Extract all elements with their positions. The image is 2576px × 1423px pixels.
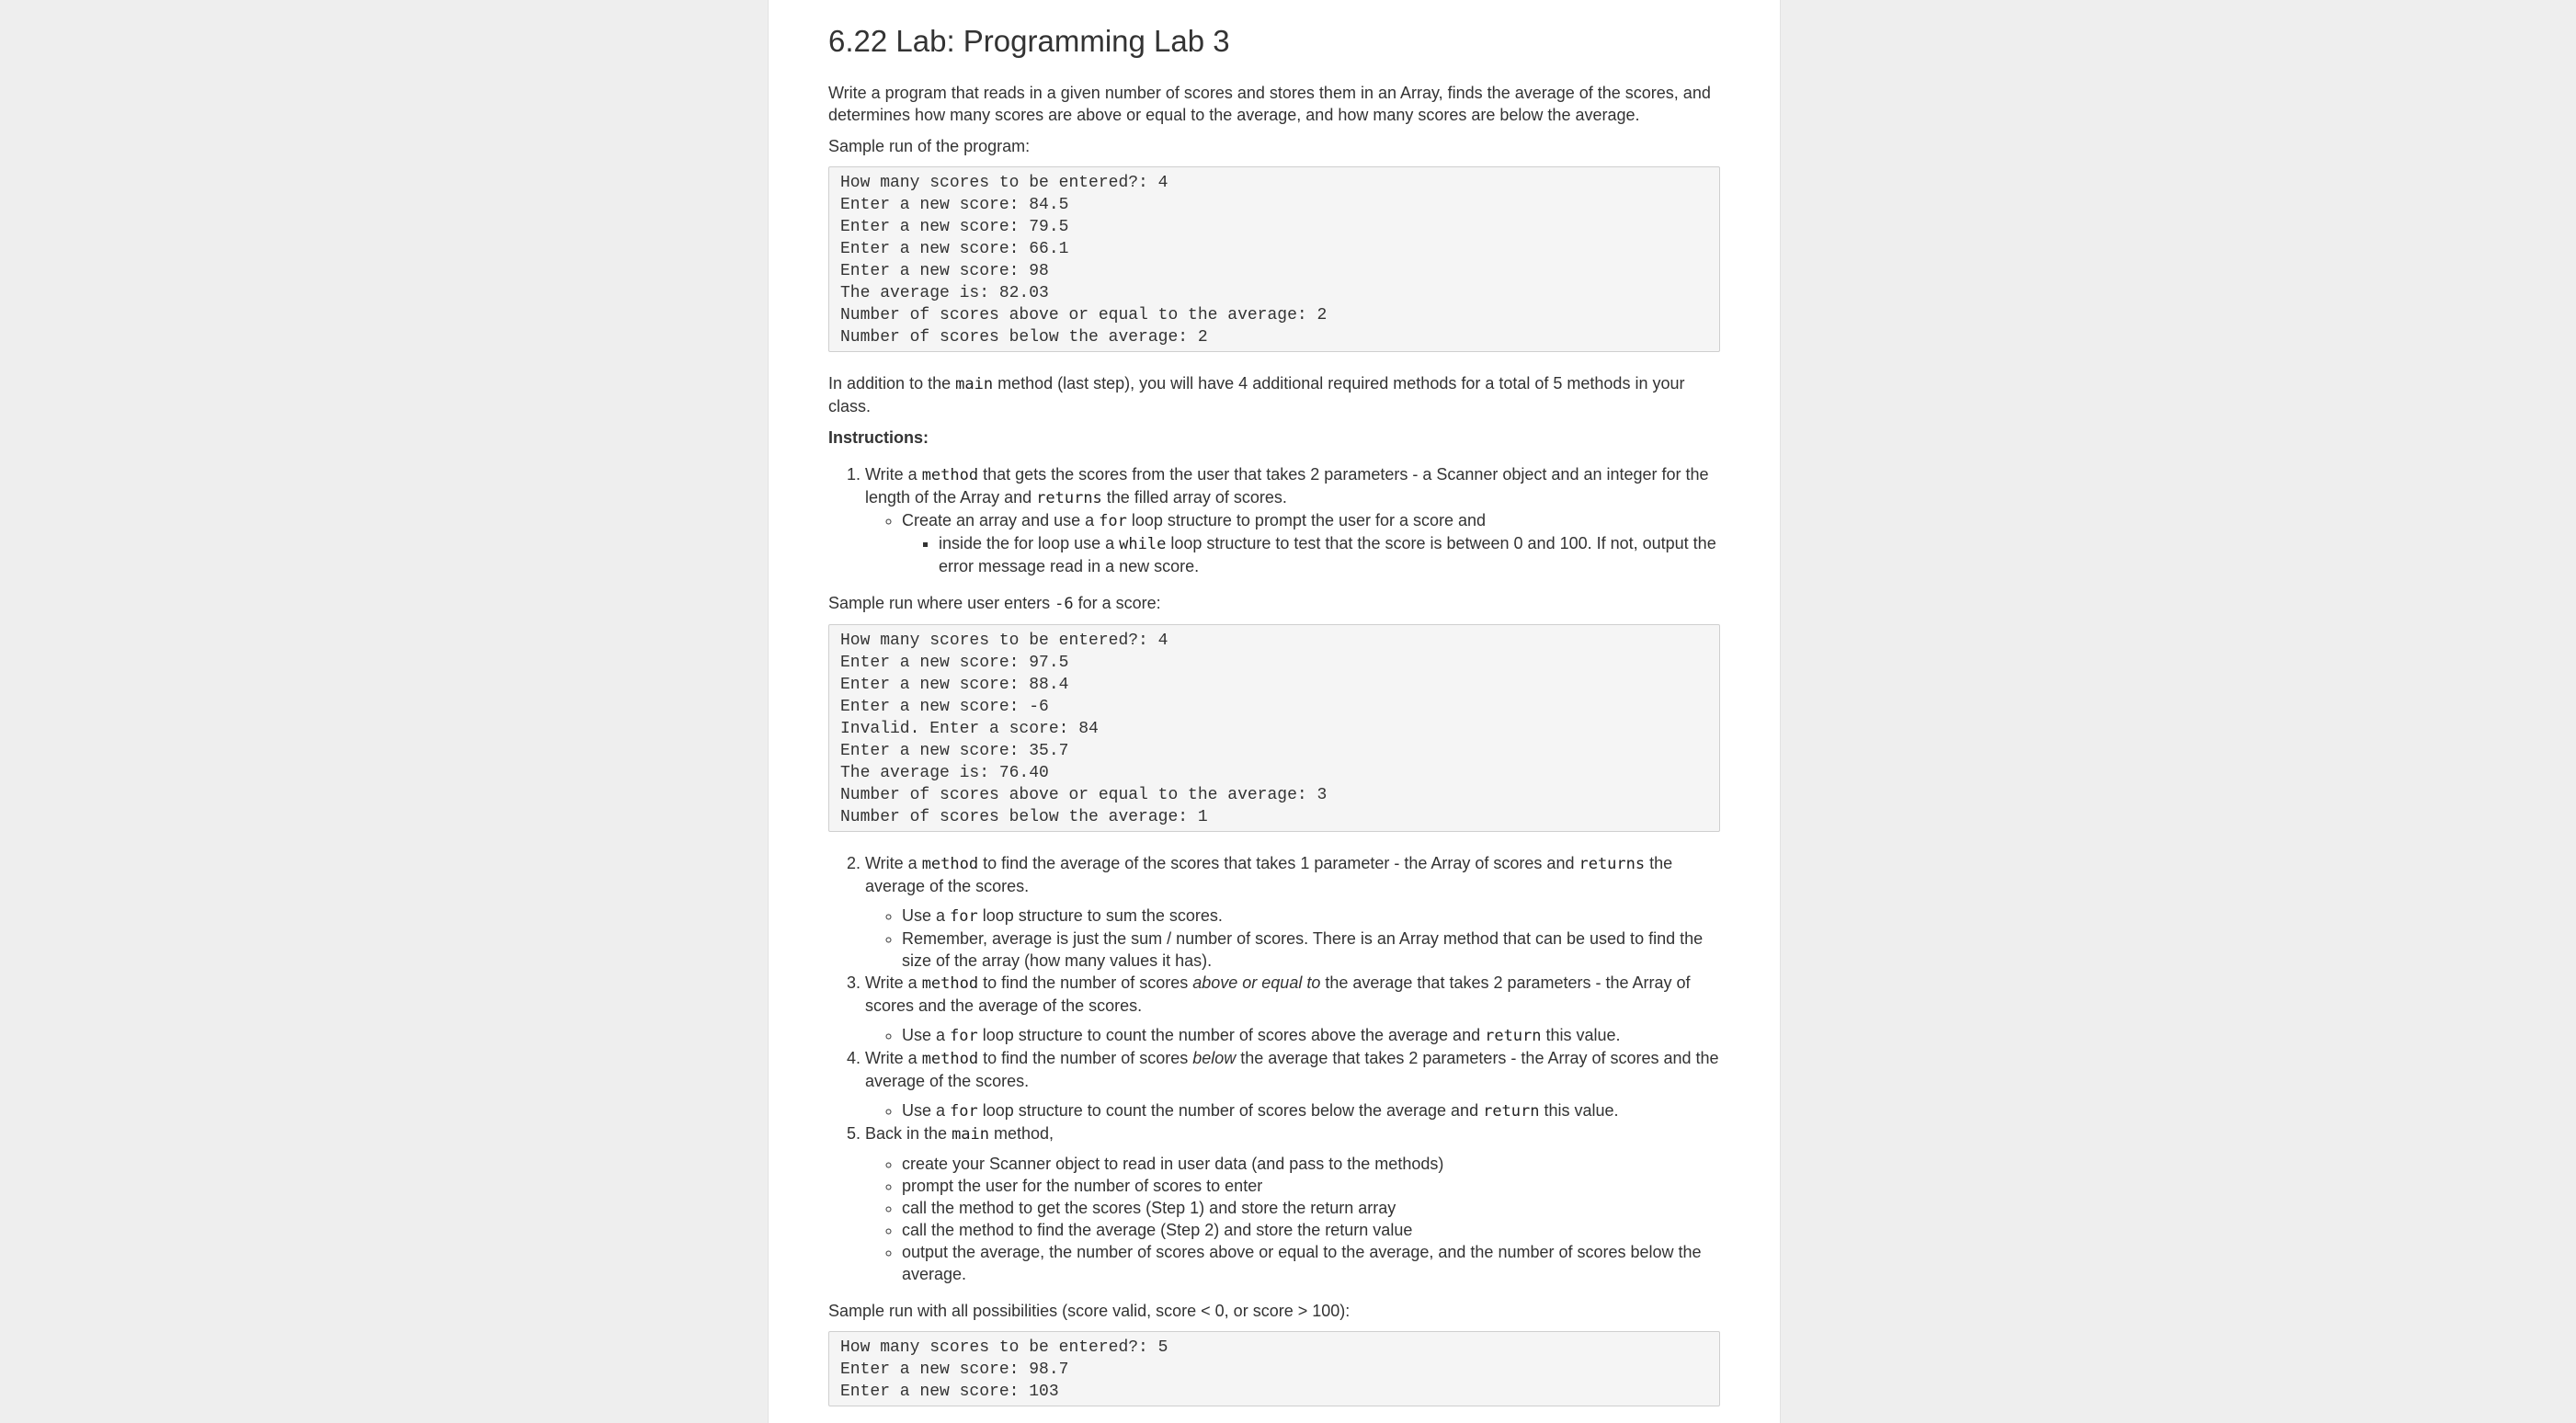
instructions-heading: Instructions: bbox=[828, 428, 929, 447]
step-3: 3. Write a method to find the number of scores above or equal to the average that takes 2 parameters - the Array of scores and the average of the scores. ◦ Use a for loop structure to count the number of scores above the average and return this value. bbox=[865, 972, 1720, 1047]
code-line: Enter a new score: 79.5 bbox=[840, 218, 1069, 236]
code-line: Enter a new score: 97.5 bbox=[840, 654, 1069, 672]
code-line: Enter a new score: 84.5 bbox=[840, 196, 1069, 214]
list-item: ▪ inside the for loop use a while loop structure to test that the score is between 0 and 100. If not, output the error message read in a new score. bbox=[939, 532, 1720, 577]
sample3-label: Sample run with all possibilities (score valid, score < 0, or score > 100): bbox=[828, 1302, 1351, 1320]
instructions-list bbox=[828, 463, 1720, 577]
list-item: ◦ Use a for loop structure to count the number of scores above the average and return this value. bbox=[902, 1024, 1720, 1047]
lab-content bbox=[828, 0, 1720, 1423]
methods-note: In addition to the main method (last step), you will have 4 additional required methods for a total of 5 methods in your class. bbox=[828, 374, 1685, 416]
code-line: Enter a new score: 98.7 bbox=[840, 1360, 1069, 1379]
list-item: ◦ create your Scanner object to read in user data (and pass to the methods) bbox=[902, 1153, 1720, 1175]
code-line: Enter a new score: 35.7 bbox=[840, 742, 1069, 760]
code-line: How many scores to be entered?: 5 bbox=[840, 1338, 1168, 1357]
sample3-code-block bbox=[828, 1331, 1720, 1406]
step-3-sublist bbox=[865, 1024, 1720, 1047]
sample2-code-block bbox=[828, 624, 1720, 832]
step-1: 1. Write a method that gets the scores from the user that takes 2 parameters - a Scanner object and an integer for the length of the Array and returns the filled array of scores. ◦ Create an array and use a for loop structure to prompt the user for a score and ▪ inside the for loop use a while loop structure to test that the score is between 0 and 100. If not, output the error message read in a new score. bbox=[865, 463, 1720, 577]
step-2: 2. Write a method to find the average of the scores that takes 1 parameter - the Array of scores and returns the average of the scores. ◦ Use a for loop structure to sum the scores. ◦ Remember, average is just the sum / number of scores. There is an Array method that can be used to find the size of the array (how many values it has). bbox=[865, 852, 1720, 972]
sample2-label: Sample run where user enters -6 for a score: bbox=[828, 594, 1161, 613]
code-line: Number of scores below the average: 2 bbox=[840, 328, 1208, 347]
list-item: ◦ call the method to find the average (Step 2) and store the return value bbox=[902, 1219, 1720, 1241]
step-2-sublist bbox=[865, 905, 1720, 972]
code-line: The average is: 82.03 bbox=[840, 284, 1049, 302]
step-1-subsublist bbox=[902, 532, 1720, 577]
intro-paragraph: Write a program that reads in a given number of scores and stores them in an Array, finds the average of the scores, and determines how many scores are above or equal to the average, and how many scores are below the average. bbox=[828, 84, 1711, 124]
code-line: Enter a new score: 66.1 bbox=[840, 240, 1069, 258]
code-line: Enter a new score: 98 bbox=[840, 262, 1049, 280]
sample1-code-block bbox=[828, 166, 1720, 352]
code-line: The average is: 76.40 bbox=[840, 764, 1049, 782]
list-item: ◦ Create an array and use a for loop structure to prompt the user for a score and ▪ inside the for loop use a while loop structure to test that the score is between 0 and 100. If not, output the error message read in a new score. bbox=[902, 509, 1720, 577]
step-4-sublist bbox=[865, 1099, 1720, 1122]
code-line: Number of scores below the average: 1 bbox=[840, 808, 1208, 826]
step-5-sublist bbox=[865, 1153, 1720, 1285]
code-line: How many scores to be entered?: 4 bbox=[840, 632, 1168, 650]
code-line: Enter a new score: 88.4 bbox=[840, 676, 1069, 694]
page-title: 6.22 Lab: Programming Lab 3 bbox=[828, 24, 1230, 58]
list-item: ◦ prompt the user for the number of scores to enter bbox=[902, 1175, 1720, 1197]
inline-code: main bbox=[955, 375, 994, 393]
step-5: 5. Back in the main method, ◦ create your Scanner object to read in user data (and pass to the methods) ◦ prompt the user for the number of scores to enter ◦ call the method to get the scores (Step 1) and store the return array ◦ call the method to find the average (Step 2) and store the return value ◦ output the average, the number of scores above or equal to the average, and the number of scores below the average. bbox=[865, 1122, 1720, 1285]
code-line: Number of scores above or equal to the average: 2 bbox=[840, 306, 1328, 324]
list-item: ◦ output the average, the number of scores above or equal to the average, and the number of scores below the average. bbox=[902, 1241, 1720, 1285]
step-4: 4. Write a method to find the number of scores below the average that takes 2 parameters - the Array of scores and the average of the scores. ◦ Use a for loop structure to count the number of scores below the average and return this value. bbox=[865, 1047, 1720, 1122]
code-line: Invalid. Enter a score: 84 bbox=[840, 720, 1099, 738]
list-item: ◦ call the method to get the scores (Step 1) and store the return array bbox=[902, 1197, 1720, 1219]
sample1-label: Sample run of the program: bbox=[828, 137, 1031, 155]
lab-page bbox=[768, 0, 1781, 1423]
list-item: ◦ Use a for loop structure to sum the scores. bbox=[902, 905, 1720, 928]
list-item: ◦ Remember, average is just the sum / number of scores. There is an Array method that can be used to find the size of the array (how many values it has). bbox=[902, 928, 1720, 972]
code-line: Number of scores above or equal to the average: 3 bbox=[840, 786, 1328, 804]
instructions-list-continued bbox=[828, 852, 1720, 1285]
list-item: ◦ Use a for loop structure to count the number of scores below the average and return this value. bbox=[902, 1099, 1720, 1122]
code-line: Enter a new score: 103 bbox=[840, 1383, 1059, 1401]
code-line: How many scores to be entered?: 4 bbox=[840, 174, 1168, 192]
step-1-sublist bbox=[865, 509, 1720, 577]
code-line: Enter a new score: -6 bbox=[840, 698, 1049, 716]
